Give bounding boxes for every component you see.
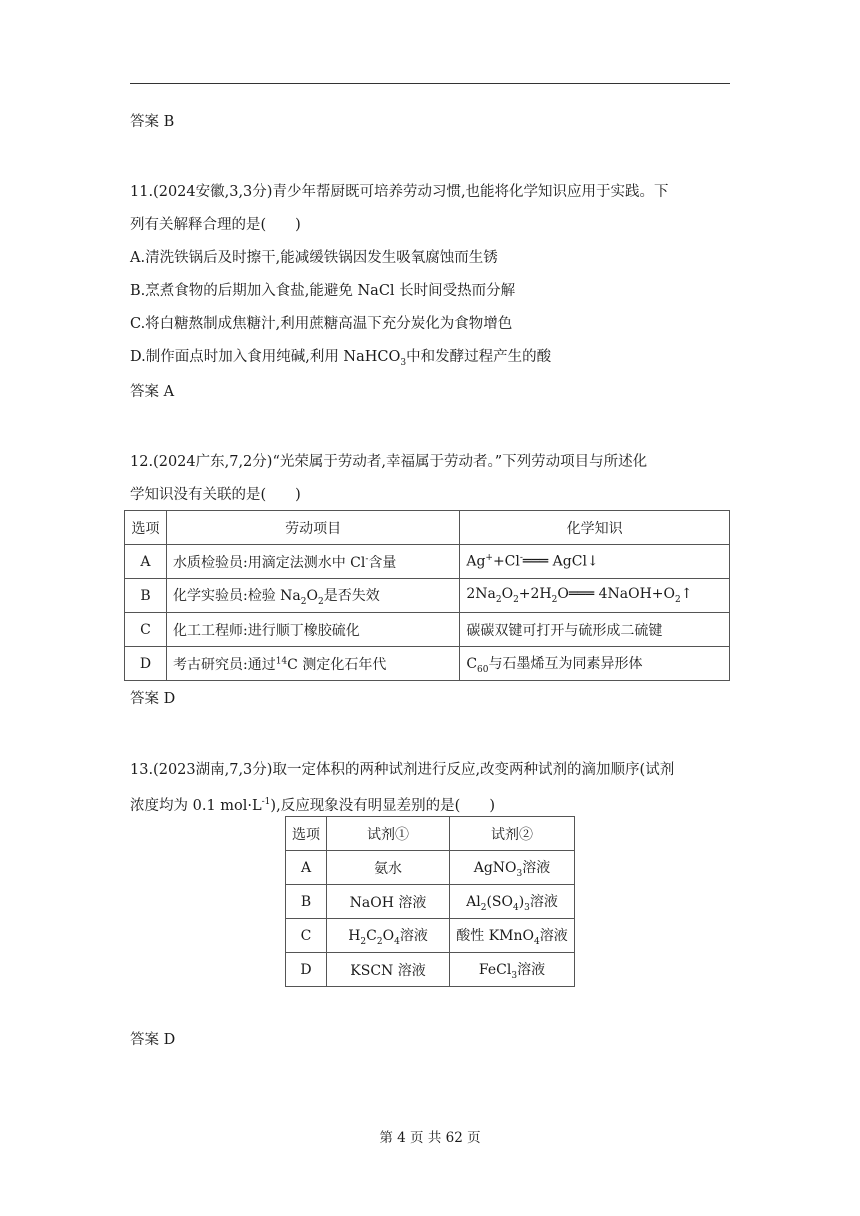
q11-option-d: D.制作面点时加入食用纯碱,利用 NaHCO$_3$中和发酵过程产生的酸 <box>130 349 552 368</box>
row-reagent-1: 氨水 <box>327 851 450 885</box>
q13-table <box>285 816 575 987</box>
table-row <box>286 953 575 987</box>
header-option: 选项 <box>286 817 327 851</box>
q12-stem-line1: 12.(2024广东,7,2分)“光荣属于劳动者,幸福属于劳动者。”下列劳动项目与所述化 <box>130 454 648 470</box>
table-row <box>286 885 575 919</box>
row-reagent-1: $H_2C_2O_4$溶液 <box>327 919 450 953</box>
row-option: A <box>286 851 327 885</box>
table-header-row <box>125 511 730 545</box>
top-divider <box>130 83 730 84</box>
table-row <box>125 647 730 681</box>
row-option: B <box>125 579 167 613</box>
answer-previous: 答案 B <box>130 114 175 130</box>
row-project: 化工工程师:进行顺丁橡胶硫化 <box>166 613 459 647</box>
row-project: 考古研究员:通过$^{14}$C 测定化石年代 <box>166 647 459 681</box>
table-row <box>286 919 575 953</box>
row-reagent-1: NaOH 溶液 <box>327 885 450 919</box>
table-row <box>125 545 730 579</box>
row-project: 水质检验员:用滴定法测水中 Cl-含量 <box>166 545 459 579</box>
row-reagent-1: KSCN 溶液 <box>327 953 450 987</box>
row-option: C <box>125 613 167 647</box>
q13-answer: 答案 D <box>130 1032 176 1048</box>
row-reagent-2: 酸性 KMnO$_4$溶液 <box>450 919 575 953</box>
q12-stem-line2: 学知识没有关联的是( ) <box>130 487 301 503</box>
q11-option-b: B.烹煮食物的后期加入食盐,能避免 NaCl 长时间受热而分解 <box>130 283 516 299</box>
q11-stem-line1: 11.(2024安徽,3,3分)青少年帮厨既可培养劳动习惯,也能将化学知识应用于实践。下 <box>130 184 669 200</box>
row-option: B <box>286 885 327 919</box>
table-row <box>125 613 730 647</box>
row-option: D <box>286 953 327 987</box>
row-option: C <box>286 919 327 953</box>
row-reagent-2: FeCl$_3$溶液 <box>450 953 575 987</box>
q11-option-a: A.清洗铁锅后及时擦干,能减缓铁锅因发生吸氧腐蚀而生锈 <box>130 250 498 266</box>
q11-stem-line2: 列有关解释合理的是( ) <box>130 217 301 233</box>
q12-table <box>124 510 730 681</box>
table-row <box>286 851 575 885</box>
table-header-row <box>286 817 575 851</box>
header-labor-project: 劳动项目 <box>166 511 459 545</box>
row-project: 化学实验员:检验 $Na_2O_2$是否失效 <box>166 579 459 613</box>
q12-answer: 答案 D <box>130 691 176 707</box>
page-footer: 第 4 页 共 62 页 <box>379 1130 481 1146</box>
row-option: D <box>125 647 167 681</box>
header-reagent-1: 试剂① <box>327 817 450 851</box>
q11-option-c: C.将白糖熬制成焦糖汁,利用蔗糖高温下充分炭化为食物增色 <box>130 316 513 332</box>
row-knowledge: 碳碳双键可打开与硫形成二硫键 <box>460 613 730 647</box>
q13-stem-line2: 浓度均为 0.1 $mol\cdot L^{-1}$),反应现象没有明显差别的是( ) <box>130 797 496 814</box>
header-reagent-2: 试剂② <box>450 817 575 851</box>
table-row <box>125 579 730 613</box>
header-chem-knowledge: 化学知识 <box>460 511 730 545</box>
row-knowledge: $2Na_2O_2+2H_2O═══$ $4NaOH+O_2↑$ <box>460 579 730 613</box>
header-option: 选项 <box>125 511 167 545</box>
row-reagent-2: AgNO$_3$溶液 <box>450 851 575 885</box>
row-knowledge: Ag++Cl-═══ AgCl↓ <box>460 545 730 579</box>
q11-answer: 答案 A <box>130 384 175 400</box>
row-knowledge: $C_{60}$与石墨烯互为同素异形体 <box>460 647 730 681</box>
q13-stem-line1: 13.(2023湖南,7,3分)取一定体积的两种试剂进行反应,改变两种试剂的滴加顺序(试剂 <box>130 762 675 778</box>
row-option: A <box>125 545 167 579</box>
row-reagent-2: $Al_2(SO_4)_3$溶液 <box>450 885 575 919</box>
